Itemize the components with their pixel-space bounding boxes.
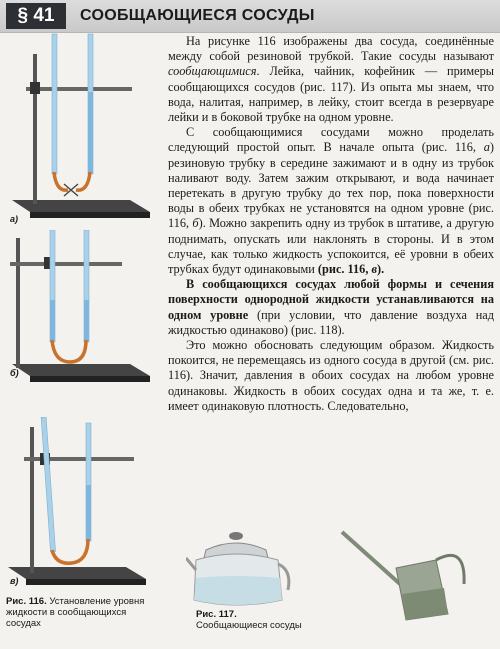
stand-a-illustration [0, 32, 165, 222]
paragraph-1: На рисунке 116 изображены два сосуда, соединённые между собой резиновой трубкой. Такие сосуды называют сообщающимися. Лейка, чайник, кофейник — примеры сообщающихся сосудов (рис. 117). Из опыта мы знаем, что вода, налитая, например, в лейку, стоит всегда в резервуаре лейки и в боковой трубке на одном уровне. [168, 34, 494, 125]
section-number-badge: § 41 [6, 3, 66, 29]
paragraph-3-rule: В сообщающихся сосудах любой формы и сечения поверхности однородной жидкости устанавливаются на одном уровне (при условии, что давление воздуха над жидкостью одинаково) (рис. 118). [168, 277, 494, 337]
figure-letter-b: б) [10, 368, 19, 378]
figure-116 [0, 32, 165, 649]
watering-can-illustration [336, 524, 476, 624]
body-text [168, 34, 494, 414]
stand-v-illustration [0, 417, 165, 597]
figure-letter-a: а) [10, 214, 19, 224]
stand-b-illustration [0, 230, 165, 410]
figure-116-caption: Рис. 116. Установление уровня жидкости в сообщающихся сосудах [6, 596, 145, 629]
figure-letter-v: в) [10, 576, 19, 586]
figure-117-caption: Рис. 117. Сообщающиеся сосуды [196, 609, 302, 631]
kettle-illustration [186, 530, 296, 610]
paragraph-4: Это можно обосновать следующим образом. Жидкость покоится, не перемещаясь из одного сосуда в другой (см. рис. 116). Значит, давления в обоих сосудах на любом уровне одинаковы. Жидкость в обоих сосудах одна и та же, т. е. имеет одинаковую плотность. Следовательно, [168, 338, 494, 413]
section-title: СООБЩАЮЩИЕСЯ СОСУДЫ [80, 7, 315, 24]
section-header [0, 0, 500, 33]
paragraph-2: С сообщающимися сосудами можно проделать следующий простой опыт. В начале опыта (рис. 116, а) резиновую трубку в середине зажимают и в одну из трубок наливают воду. Затем зажим открывают, и вода начинает перетекать в другую трубку до тех пор, пока поверхности воды в обеих трубках не установятся на одном уровне (рис. 116, б). Можно закрепить одну из трубок в штативе, а другую поднимать, опускать или наклонять в стороны. И в этом случае, как только жидкость успокоится, её уровни в обеих трубках будут одинаковыми (рис. 116, в). [168, 125, 494, 277]
